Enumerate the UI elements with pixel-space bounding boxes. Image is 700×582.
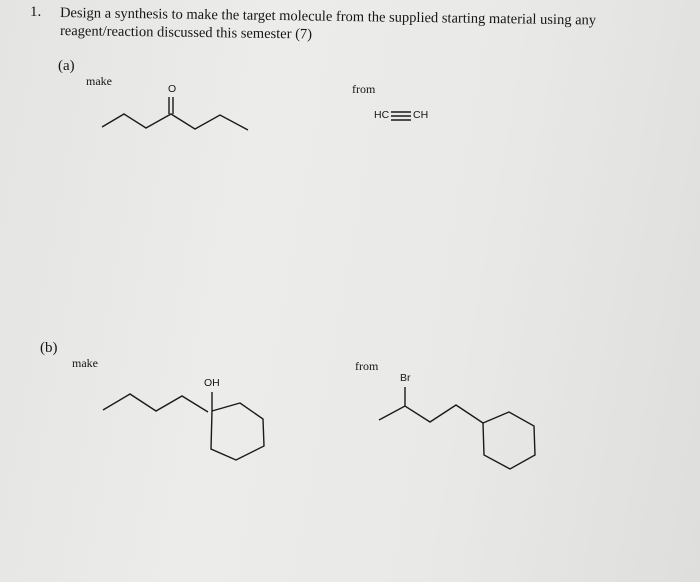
part-b-target-ring <box>211 403 264 460</box>
question-number: 1. <box>30 4 42 20</box>
part-a-from-label: from <box>352 82 376 96</box>
part-a-oxygen-atom: O <box>168 83 177 95</box>
part-a-make-label: make <box>86 74 112 88</box>
part-b-bromine-atom: Br <box>400 372 411 384</box>
part-a-start-ch: CH <box>413 109 429 121</box>
part-b-start-chain <box>379 405 483 423</box>
part-b-target-chain <box>103 394 208 412</box>
part-a-target-skeleton <box>102 114 248 130</box>
question-text-line-2: reagent/reaction discussed this semester (7) <box>59 23 313 43</box>
part-b-hydroxyl-group: OH <box>204 377 220 389</box>
part-b-from-label: from <box>355 359 379 373</box>
part-b-make-label: make <box>72 356 98 370</box>
part-a-label: (a) <box>58 58 75 74</box>
question-text-line-1: Design a synthesis to make the target molecule from the supplied starting material using any <box>59 5 597 29</box>
part-b-label: (b) <box>40 340 58 356</box>
part-a-start-hc: HC <box>374 109 390 121</box>
part-b-start-ring <box>483 412 535 469</box>
